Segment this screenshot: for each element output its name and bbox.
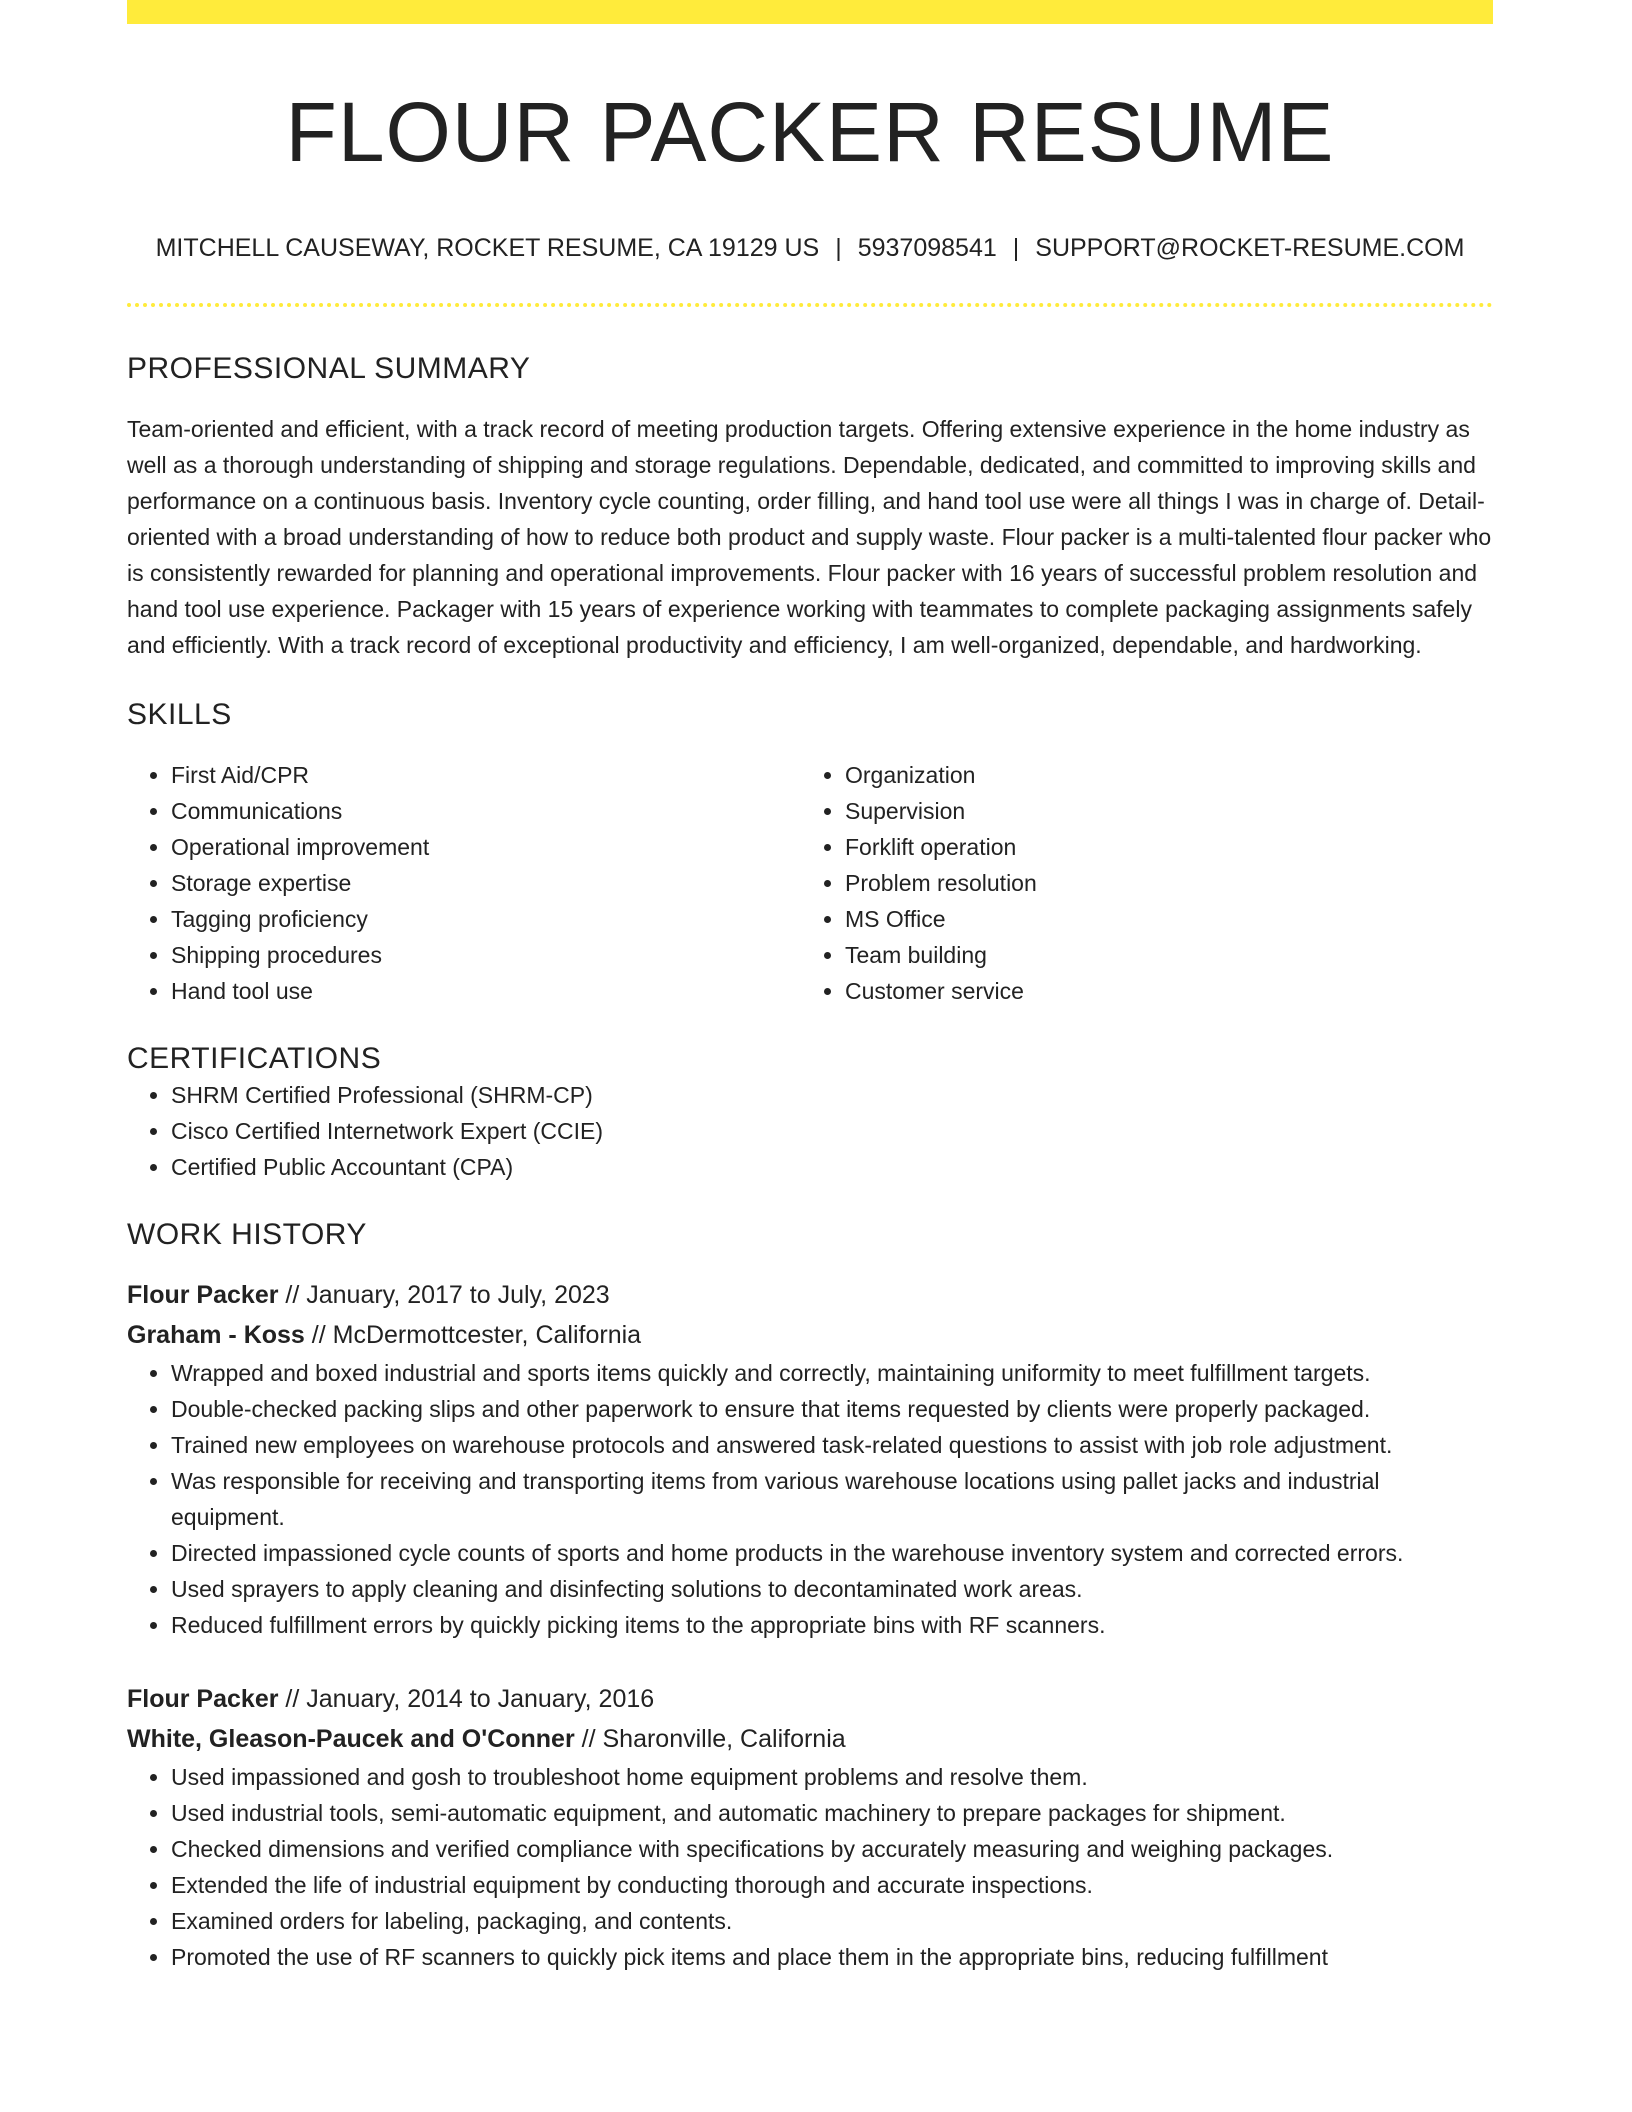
skill-item: • Communications — [171, 793, 801, 829]
job-title-line — [127, 1679, 1493, 1719]
top-accent-bar — [127, 0, 1493, 24]
contact-address: MITCHELL CAUSEWAY, ROCKET RESUME, CA 19129 US — [155, 233, 820, 262]
contact-separator: | — [835, 233, 842, 262]
job-bullet: • Double-checked packing slips and other paperwork to ensure that items requested by clients were properly packaged. — [171, 1391, 1493, 1427]
dotted-divider — [127, 303, 1493, 307]
skill-item: • Tagging proficiency — [171, 901, 801, 937]
certification-item: • SHRM Certified Professional (SHRM-CP) — [171, 1077, 1493, 1113]
work-history-heading: WORK HISTORY — [127, 1217, 367, 1251]
contact-separator: | — [1012, 233, 1020, 262]
job-location: // Sharonville, California — [574, 1724, 846, 1753]
contact-phone: 5937098541 — [857, 233, 997, 262]
job-bullets — [127, 1355, 1493, 1643]
certifications-list — [127, 1077, 1493, 1185]
certifications-heading: CERTIFICATIONS — [127, 1041, 382, 1075]
job-bullet: • Used impassioned and gosh to troubleshoot home equipment problems and resolve them. — [171, 1759, 1493, 1795]
skills-column-right — [801, 757, 1475, 1009]
job-title: Flour Packer — [127, 1684, 279, 1713]
job-location: // McDermottcester, California — [304, 1320, 642, 1349]
job-bullet: • Wrapped and boxed industrial and sports items quickly and correctly, maintaining uniformity to meet fulfillment targets. — [171, 1355, 1493, 1391]
skill-item: • Operational improvement — [171, 829, 801, 865]
job-bullet: • Directed impassioned cycle counts of sports and home products in the warehouse inventory system and corrected errors. — [171, 1535, 1493, 1571]
job-bullet: • Used sprayers to apply cleaning and disinfecting solutions to decontaminated work areas. — [171, 1571, 1493, 1607]
job-company: Graham - Koss — [127, 1320, 305, 1349]
job-bullet: • Reduced fulfillment errors by quickly picking items to the appropriate bins with RF scanners. — [171, 1607, 1493, 1643]
job-title: Flour Packer — [127, 1280, 279, 1309]
certification-item: • Cisco Certified Internetwork Expert (CCIE) — [171, 1113, 1493, 1149]
contact-email: SUPPORT@ROCKET-RESUME.COM — [1035, 233, 1465, 262]
job-bullet: • Used industrial tools, semi-automatic equipment, and automatic machinery to prepare packages for shipment. — [171, 1795, 1493, 1831]
contact-line — [127, 233, 1493, 263]
skill-item: • Supervision — [845, 793, 1475, 829]
job-company-line — [127, 1315, 1493, 1355]
job-bullet: • Extended the life of industrial equipment by conducting thorough and accurate inspections. — [171, 1867, 1493, 1903]
summary-text: Team-oriented and efficient, with a track record of meeting production targets. Offering extensive experience in the home industry as well as a thorough understanding of shipping and storage regulations. Dependable, dedicated, and committed to improving skills and performance on a continuous basis. Inventory cycle counting, order filling, and hand tool use were all things I was in charge of. Detail-oriented with a broad understanding of how to reduce both product and supply waste. Flour packer is a multi-talented flour packer who is consistently rewarded for planning and operational improvements. Flour packer with 16 years of successful problem resolution and hand tool use experience. Packager with 15 years of experience working with teammates to complete packaging assignments safely and efficiently. With a track record of exceptional productivity and efficiency, I am well-organized, dependable, and hardworking. — [127, 415, 1492, 658]
job-dates: // January, 2014 to January, 2016 — [278, 1684, 655, 1713]
job-bullet: • Examined orders for labeling, packaging, and contents. — [171, 1903, 1493, 1939]
job-dates: // January, 2017 to July, 2023 — [278, 1280, 610, 1309]
skill-item: • Forklift operation — [845, 829, 1475, 865]
skill-item: • Storage expertise — [171, 865, 801, 901]
resume-page — [127, 0, 1493, 1975]
skills-grid — [127, 757, 1493, 1009]
job-title-line — [127, 1275, 1493, 1315]
skill-item: • Problem resolution — [845, 865, 1475, 901]
certification-item: • Certified Public Accountant (CPA) — [171, 1149, 1493, 1185]
skills-column-left — [127, 757, 801, 1009]
job-bullet: • Trained new employees on warehouse protocols and answered task-related questions to assist with job role adjustment. — [171, 1427, 1493, 1463]
job-entry — [127, 1275, 1493, 1643]
summary-heading: PROFESSIONAL SUMMARY — [127, 351, 531, 385]
job-entry — [127, 1679, 1493, 1975]
job-bullet: • Promoted the use of RF scanners to quickly pick items and place them in the appropriate bins, reducing fulfillment — [171, 1939, 1493, 1975]
skill-item: • First Aid/CPR — [171, 757, 801, 793]
job-bullets — [127, 1759, 1493, 1975]
skill-item: • Hand tool use — [171, 973, 801, 1009]
job-company-line — [127, 1719, 1493, 1759]
job-company: White, Gleason-Paucek and O'Conner — [127, 1724, 575, 1753]
resume-title: FLOUR PACKER RESUME — [285, 85, 1335, 179]
skills-heading: SKILLS — [127, 697, 232, 731]
skill-item: • Customer service — [845, 973, 1475, 1009]
skill-item: • MS Office — [845, 901, 1475, 937]
job-bullet: • Checked dimensions and verified compliance with specifications by accurately measuring and weighing packages. — [171, 1831, 1493, 1867]
skill-item: • Shipping procedures — [171, 937, 801, 973]
job-bullet: • Was responsible for receiving and transporting items from various warehouse locations using pallet jacks and industrial equipment. — [171, 1463, 1493, 1535]
skill-item: • Organization — [845, 757, 1475, 793]
skill-item: • Team building — [845, 937, 1475, 973]
